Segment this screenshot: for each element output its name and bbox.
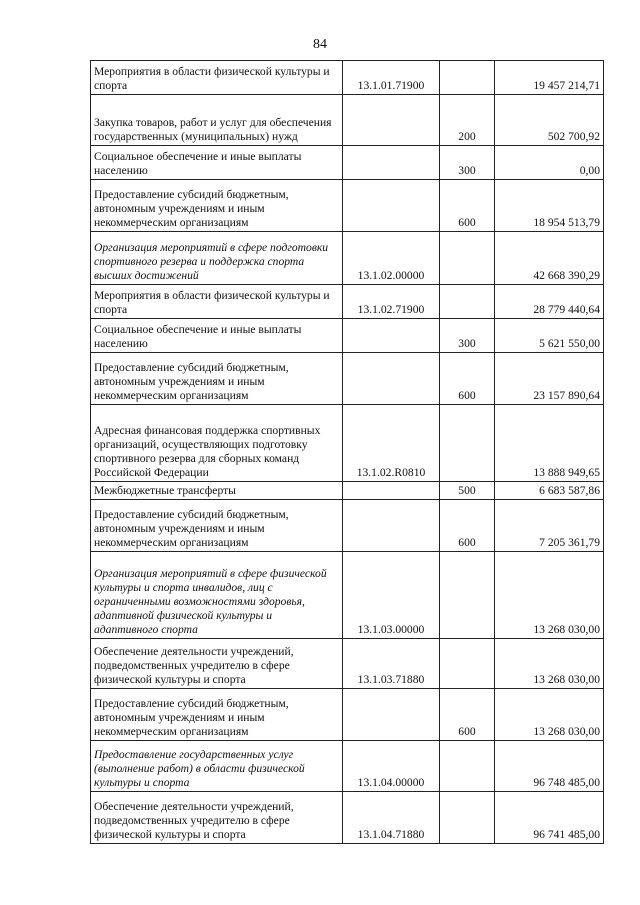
row-description: Адресная финансовая поддержка спортивных организаций, осуществляющих подготовку спортивного резерва для сборных команд Российской Федерации: [91, 405, 343, 482]
table-row: [91, 689, 604, 741]
row-amount: 23 157 890,64: [495, 353, 604, 405]
row-expense-type: 200: [440, 95, 495, 146]
row-description: Социальное обеспечение и иные выплаты населению: [91, 146, 343, 180]
budget-table: [90, 60, 604, 844]
row-target-code: [343, 353, 440, 405]
row-target-code: [343, 319, 440, 353]
row-description: Мероприятия в области физической культуры и спорта: [91, 285, 343, 319]
row-expense-type: 600: [440, 180, 495, 232]
table-row: [91, 405, 604, 482]
row-target-code: [343, 95, 440, 146]
row-amount: 19 457 214,71: [495, 61, 604, 95]
row-amount: 13 268 030,00: [495, 689, 604, 741]
row-expense-type: 300: [440, 319, 495, 353]
page-number: 84: [313, 37, 327, 52]
row-amount: 13 888 949,65: [495, 405, 604, 482]
row-description: Закупка товаров, работ и услуг для обеспечения государственных (муниципальных) нужд: [91, 95, 343, 146]
row-amount: 96 741 485,00: [495, 792, 604, 844]
table-row: [91, 180, 604, 232]
row-expense-type: [440, 741, 495, 792]
row-description: Предоставление субсидий бюджетным, автономным учреждениям и иным некоммерческим организациям: [91, 180, 343, 232]
row-expense-type: [440, 639, 495, 689]
table-row: [91, 232, 604, 285]
row-target-code: 13.1.04.71880: [343, 792, 440, 844]
row-expense-type: 500: [440, 482, 495, 500]
row-target-code: 13.1.02.71900: [343, 285, 440, 319]
row-description: Обеспечение деятельности учреждений, подведомственных учредителю в сфере физической культуры и спорта: [91, 792, 343, 844]
row-amount: 42 668 390,29: [495, 232, 604, 285]
row-amount: 5 621 550,00: [495, 319, 604, 353]
row-amount: 18 954 513,79: [495, 180, 604, 232]
table-row: [91, 146, 604, 180]
row-amount: 502 700,92: [495, 95, 604, 146]
row-target-code: [343, 146, 440, 180]
table-row: [91, 792, 604, 844]
row-expense-type: 600: [440, 353, 495, 405]
row-description: Предоставление государственных услуг (выполнение работ) в области физической культуры и спорта: [91, 741, 343, 792]
row-description: Организация мероприятий в сфере физической культуры и спорта инвалидов, лиц с ограниченными возможностями здоровья, адаптивной физической культуры и адаптивного спорта: [91, 552, 343, 639]
row-target-code: 13.1.03.00000: [343, 552, 440, 639]
table-row: [91, 319, 604, 353]
row-description: Предоставление субсидий бюджетным, автономным учреждениям и иным некоммерческим организациям: [91, 353, 343, 405]
table-row: [91, 552, 604, 639]
row-amount: 6 683 587,86: [495, 482, 604, 500]
row-description: Предоставление субсидий бюджетным, автономным учреждениям и иным некоммерческим организациям: [91, 689, 343, 741]
table-row: [91, 285, 604, 319]
row-expense-type: 600: [440, 689, 495, 741]
row-description: Социальное обеспечение и иные выплаты населению: [91, 319, 343, 353]
row-expense-type: 600: [440, 500, 495, 552]
table-row: [91, 353, 604, 405]
row-target-code: 13.1.02.R0810: [343, 405, 440, 482]
row-amount: 13 268 030,00: [495, 639, 604, 689]
row-expense-type: [440, 232, 495, 285]
row-description: Обеспечение деятельности учреждений, подведомственных учредителю в сфере физической культуры и спорта: [91, 639, 343, 689]
row-target-code: 13.1.03.71880: [343, 639, 440, 689]
row-target-code: [343, 180, 440, 232]
row-expense-type: [440, 405, 495, 482]
row-target-code: [343, 500, 440, 552]
row-target-code: 13.1.04.00000: [343, 741, 440, 792]
table-row: [91, 482, 604, 500]
row-target-code: [343, 689, 440, 741]
table-row: [91, 500, 604, 552]
row-description: Мероприятия в области физической культуры и спорта: [91, 61, 343, 95]
row-target-code: [343, 482, 440, 500]
row-description: Организация мероприятий в сфере подготовки спортивного резерва и поддержка спорта высших достижений: [91, 232, 343, 285]
row-expense-type: [440, 552, 495, 639]
table-row: [91, 639, 604, 689]
row-expense-type: [440, 61, 495, 95]
table-row: [91, 95, 604, 146]
row-expense-type: 300: [440, 146, 495, 180]
budget-table-body: [91, 61, 604, 844]
table-row: [91, 61, 604, 95]
row-amount: 13 268 030,00: [495, 552, 604, 639]
row-expense-type: [440, 792, 495, 844]
row-description: Предоставление субсидий бюджетным, автономным учреждениям и иным некоммерческим организациям: [91, 500, 343, 552]
row-amount: 7 205 361,79: [495, 500, 604, 552]
table-row: [91, 741, 604, 792]
row-amount: 96 748 485,00: [495, 741, 604, 792]
row-description: Межбюджетные трансферты: [91, 482, 343, 500]
row-amount: 0,00: [495, 146, 604, 180]
row-amount: 28 779 440,64: [495, 285, 604, 319]
row-expense-type: [440, 285, 495, 319]
row-target-code: 13.1.02.00000: [343, 232, 440, 285]
row-target-code: 13.1.01.71900: [343, 61, 440, 95]
